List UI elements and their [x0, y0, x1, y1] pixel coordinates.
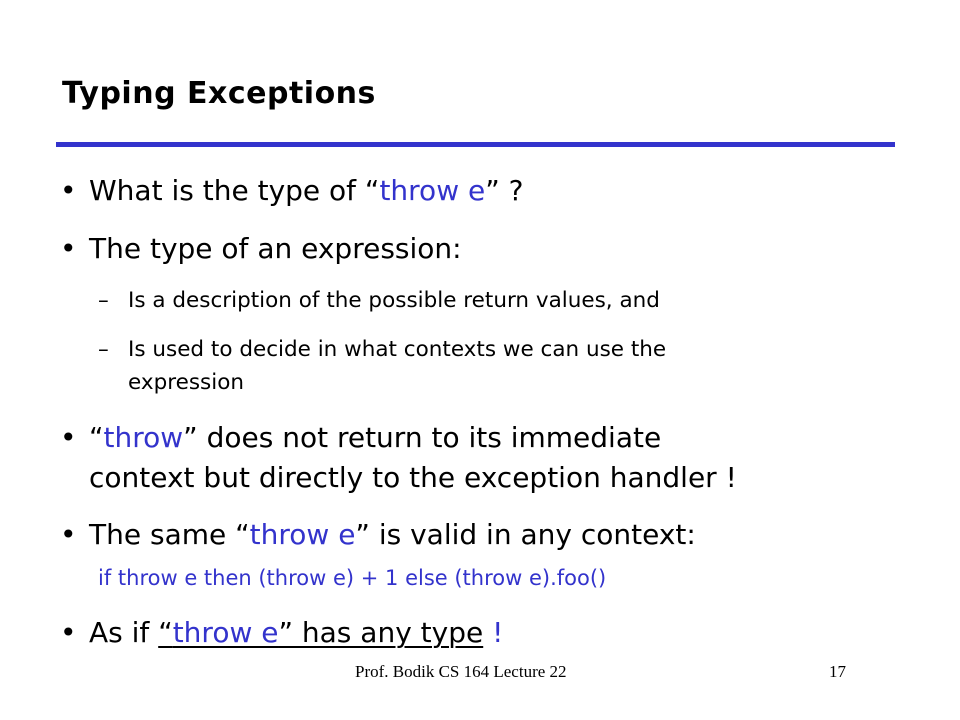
sub-bullet-contexts-line2: expression: [128, 370, 244, 395]
bullet-any-type: [89, 616, 503, 649]
bullet-same-throw-valid: [89, 518, 696, 551]
bullet-throw-type-question: [89, 174, 524, 207]
text-segment: As if: [89, 616, 159, 649]
highlight-throw-e: throw e: [249, 518, 356, 551]
title-underline-rule: [56, 142, 895, 147]
sub-bullet-description: Is a description of the possible return values, and: [128, 288, 660, 313]
highlight-throw-e: throw e: [379, 174, 486, 207]
bullet-throw-return-line1: [89, 421, 661, 454]
footer-page-number: 17: [829, 662, 846, 681]
slide-title: Typing Exceptions: [62, 76, 376, 111]
text-segment: “: [89, 421, 104, 454]
text-segment: ” is valid in any context:: [355, 518, 696, 551]
bullet-marker: •: [60, 616, 77, 649]
bullet-expression-type: The type of an expression:: [89, 232, 462, 265]
highlight-exclamation: !: [483, 616, 504, 649]
bullet-throw-return-line2: context but directly to the exception handler !: [89, 461, 737, 494]
text-segment: “: [158, 616, 173, 649]
bullet-marker: •: [60, 232, 77, 265]
code-example: if throw e then (throw e) + 1 else (throw e).foo(): [98, 566, 607, 590]
text-segment: ” has any type: [278, 616, 484, 649]
sub-bullet-contexts-line1: Is used to decide in what contexts we can use the: [128, 337, 667, 362]
text-segment: ” ?: [485, 174, 524, 207]
bullet-marker: •: [60, 174, 77, 207]
bullet-marker: •: [60, 421, 77, 454]
text-segment: ” does not return to its immediate: [183, 421, 662, 454]
footer-lecture-info: Prof. Bodik CS 164 Lecture 22: [355, 662, 567, 681]
highlight-throw: throw: [103, 421, 184, 454]
text-segment: What is the type of “: [89, 174, 380, 207]
text-segment: The same “: [89, 518, 250, 551]
dash-marker: –: [98, 337, 109, 362]
bullet-marker: •: [60, 518, 77, 551]
highlight-throw-e: throw e: [172, 616, 279, 649]
dash-marker: –: [98, 288, 109, 313]
underlined-phrase: [158, 616, 483, 649]
